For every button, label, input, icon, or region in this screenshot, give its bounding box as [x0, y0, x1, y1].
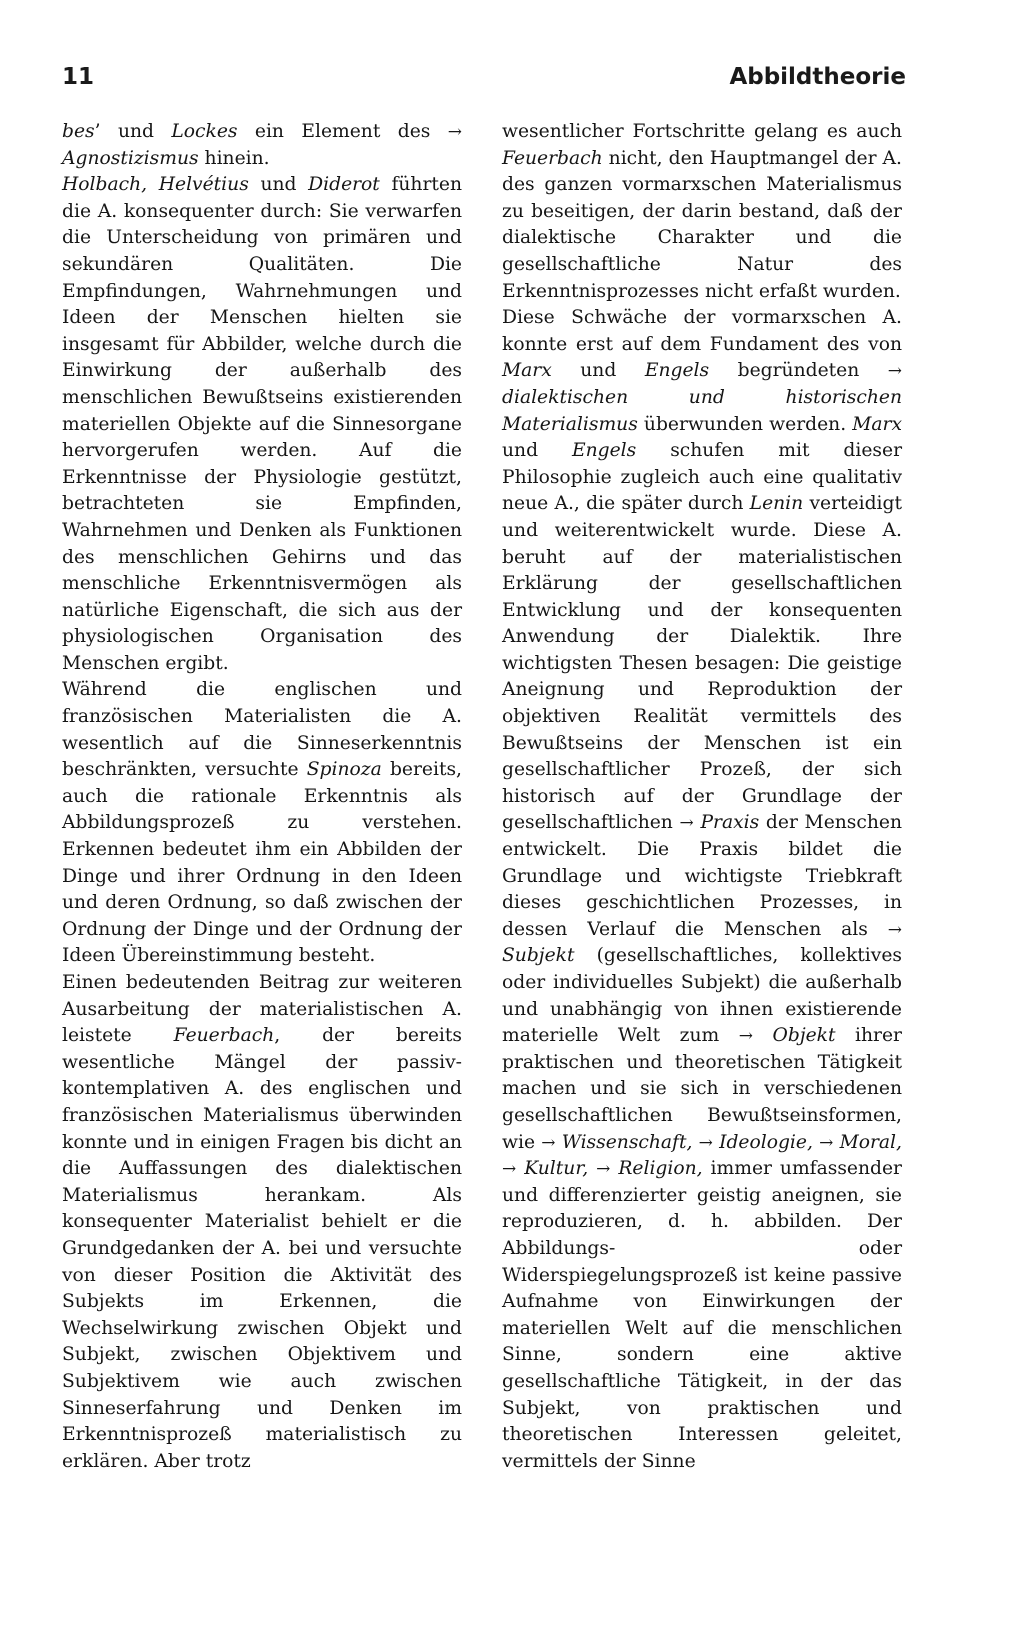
- text-run: Diese Schwäche der vormarxschen A. konnte erst auf dem Fundament des von: [502, 307, 902, 355]
- text-run: bereits, auch die rationale Erkenntnis als Abbildungsprozeß zu verstehen. Erkennen bedeutet ihm ein Abbilden der Dinge und ihrer Ordnung in den Ideen und deren Ordnung, so daß zwischen der Ordnung der Dinge und der Ordnung der Ideen Übereinstimmung besteht.: [62, 759, 462, 967]
- italic-term: Subjekt: [502, 945, 575, 967]
- italic-term: Wissenschaft,: [561, 1131, 693, 1153]
- cross-reference-arrow-icon: →: [447, 122, 462, 142]
- page-number: 11: [62, 64, 95, 90]
- italic-term: Engels: [571, 440, 637, 462]
- italic-term: Religion,: [618, 1158, 703, 1180]
- text-run: wesentlicher Fortschritte gelang es auch: [502, 121, 902, 142]
- italic-term: Lenin: [749, 493, 804, 515]
- italic-term: Agnostizismus: [62, 147, 199, 169]
- text-run: ein Element des: [237, 121, 448, 142]
- cross-reference-arrow-icon: →: [596, 1159, 611, 1180]
- italic-term: Spinoza: [306, 759, 382, 781]
- italic-term: Praxis: [700, 812, 760, 834]
- text-run: und: [248, 174, 309, 196]
- cross-reference-arrow-icon: →: [819, 1132, 834, 1153]
- italic-term: Engels: [644, 360, 710, 382]
- paragraph: [62, 970, 462, 1475]
- paragraph: [62, 119, 462, 172]
- cross-reference-arrow-icon: →: [887, 361, 903, 382]
- cross-reference-arrow-icon: →: [698, 1132, 713, 1153]
- text-run: und: [551, 360, 645, 382]
- italic-term: Objekt: [772, 1025, 836, 1047]
- italic-term: Marx: [502, 360, 552, 382]
- text-run: [753, 1025, 773, 1046]
- paragraph: [502, 119, 902, 305]
- text-run: , der bereits wesentliche Mängel der passiv-kontemplativen A. des englischen und französischen Materialismus überwinden konnte und in einigen Fragen bis dicht an die Auffassungen des dialektischen Materialismus herankam. Als konsequenter Materialist behielt er die Grundgedanken der A. bei und versuchte von dieser Position die Aktivität des Subjekts im Erkennen, die Wechselwirkung zwischen Objekt und Subjekt, zwischen Objektivem und Subjektivem wie auch zwischen Sinneserfahrung und Denken im Erkenntnisprozeß materialistisch zu erklären. Aber trotz: [62, 1025, 462, 1472]
- italic-term: Marx: [852, 413, 902, 435]
- text-run: immer umfassender und differenzierter geistig aneignen, sie reproduzieren, d. h. abbilden. Der Abbildungs- oder Widerspiegelungsprozeß ist keine passive Aufnahme von Einwirkungen der materiellen Welt auf die menschlichen Sinne, sondern eine aktive gesellschaftliche Tätigkeit, in der das Subjekt, von praktischen und theoretischen Interessen geleitet, vermittels der Sinne: [502, 1158, 902, 1472]
- cross-reference-arrow-icon: →: [738, 1026, 754, 1047]
- text-run: begründeten: [709, 360, 888, 382]
- text-run: ’ und: [94, 121, 172, 142]
- left-column: [62, 119, 462, 1475]
- cross-reference-arrow-icon: →: [541, 1132, 556, 1153]
- cross-reference-arrow-icon: →: [887, 919, 902, 940]
- paragraph: [62, 172, 462, 677]
- text-run: führten die A. konsequenter durch: Sie verwarfen die Unterscheidung von primären und sekundären Qualitäten. Die Empfindungen, Wahrnehmungen und Ideen der Menschen hielten sie insgesamt für Abbilder, welche durch die Einwirkung der außerhalb des menschlichen Bewußtseins existierenden materiellen Objekte auf die Sinnesorgane hervorgerufen werden. Auf die Erkenntnisse der Physiologie gestützt, betrachteten sie Empfinden, Wahrnehmen und Denken als Funktionen des menschlichen Gehirns und das menschliche Erkenntnisvermögen als natürliche Eigenschaft, die sich aus der physiologischen Organisation des Menschen ergibt.: [62, 174, 463, 674]
- italic-term: Feuerbach: [173, 1025, 275, 1047]
- italic-term: Kultur,: [524, 1158, 589, 1180]
- text-run: nicht, den Hauptmangel der A. des ganzen vormarxschen Materialismus zu beseitigen, der darin bestand, daß der dialektische Charakter und die gesellschaftliche Natur des Erkenntnisprozesses nicht erfaßt wurden.: [502, 147, 902, 302]
- paragraph: [62, 677, 462, 970]
- cross-reference-arrow-icon: →: [502, 1159, 517, 1180]
- paragraph: [502, 305, 902, 1475]
- text-run: [588, 1158, 596, 1179]
- text-run: verteidigt und weiterentwickelt wurde. Diese A. beruht auf der materialistischen Erklärung der gesellschaftlichen Entwicklung und der konsequenten Anwendung der Dialektik. Ihre wichtigsten Thesen besagen: Die geistige Aneignung und Reproduktion der objektiven Realität vermittels des Bewußtseins der Menschen ist ein gesellschaftlicher Prozeß, der sich historisch auf der Grundlage der gesellschaftlichen: [502, 493, 902, 834]
- italic-term: Holbach, Helvétius: [62, 174, 249, 196]
- text-run: hinein.: [198, 147, 270, 169]
- italic-term: Lockes: [171, 121, 238, 142]
- text-run: der Menschen entwickelt. Die Praxis bildet die Grundlage und wichtigste Triebkraft dieses geschichtlichen Prozesses, in dessen Verlauf die Menschen als: [502, 812, 902, 940]
- right-column: [502, 119, 902, 1475]
- page-header: [62, 64, 906, 100]
- italic-term: Diderot: [308, 174, 380, 196]
- cross-reference-arrow-icon: →: [679, 813, 694, 834]
- italic-term: Ideologie,: [719, 1131, 813, 1153]
- text-run: (gesellschaftliches, kollektives oder individuelles Subjekt) die außerhalb und unabhängig von ihnen existierende materielle Welt zum: [502, 945, 902, 1047]
- running-title: Abbildtheorie: [729, 64, 906, 90]
- text-run: Während die englischen und französischen Materialisten die A. wesentlich auf die Sinneserkenntnis beschränkten, versuchte: [62, 679, 462, 781]
- italic-term: Moral,: [839, 1131, 902, 1153]
- text-run: Einen bedeutenden Beitrag zur weiteren Ausarbeitung der materialistischen A. leistete: [62, 972, 462, 1047]
- text-run: schufen mit dieser Philosophie zugleich auch eine qualitativ neue A., die später durch: [502, 440, 903, 515]
- italic-term: dialektischen und historischen Materialismus: [502, 386, 902, 435]
- text-run: ihrer praktischen und theoretischen Tätigkeit machen und sie sich in verschiedenen gesellschaftlichen Bewußtseinsformen, wie: [502, 1025, 902, 1153]
- text-run: überwunden werden.: [637, 413, 853, 435]
- text-run: und: [502, 440, 572, 462]
- italic-term: Feuerbach: [502, 147, 603, 169]
- italic-term: bes: [62, 121, 95, 142]
